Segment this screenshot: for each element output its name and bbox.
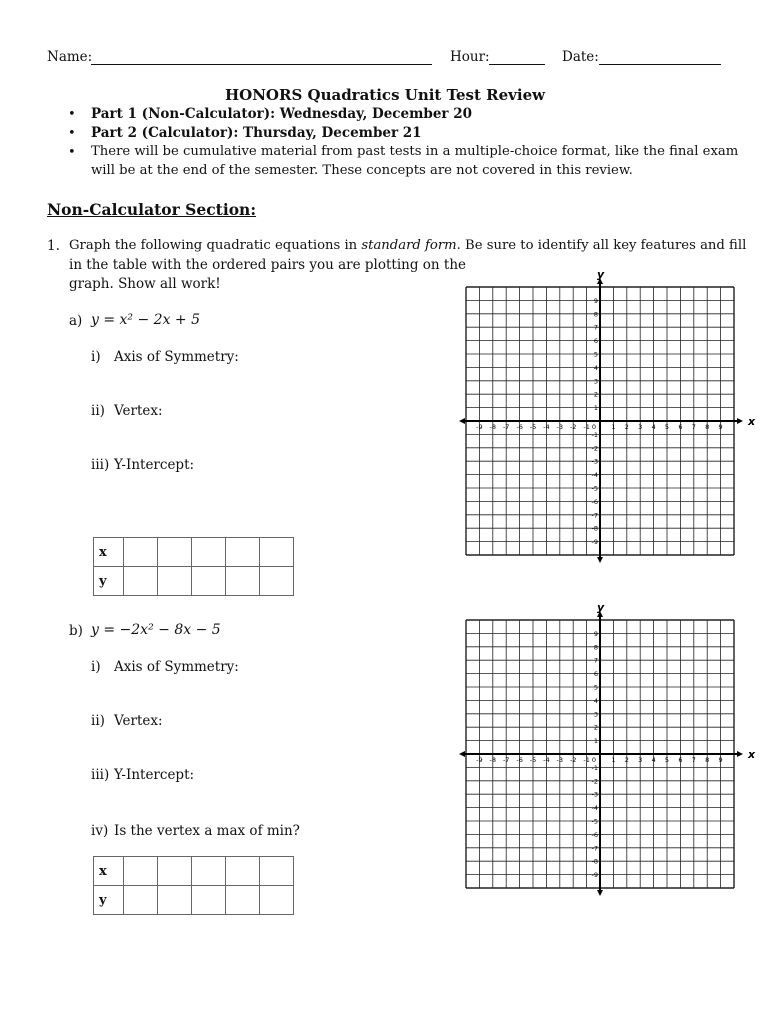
y-tick-label: -4 [591, 471, 598, 480]
part-a-coordinate-grid[interactable] [458, 268, 756, 556]
bullet-dot: • [68, 145, 76, 160]
y-tick-label: 7 [593, 323, 598, 332]
table-cell[interactable] [226, 857, 260, 886]
table-y-header: y [94, 886, 124, 915]
question-text: Graph the following quadratic equations in [69, 238, 358, 253]
table-y-header: y [94, 567, 124, 596]
x-tick-label: 5 [664, 423, 670, 431]
y-tick-label: -2 [591, 444, 598, 453]
x-tick-label: -2 [569, 756, 577, 764]
x-tick-label: -8 [489, 423, 497, 431]
x-tick-label: 6 [678, 756, 683, 764]
table-cell[interactable] [226, 538, 260, 567]
bullet-dot: • [68, 126, 76, 141]
question-emphasis: standard form [361, 238, 457, 253]
y-tick-label: 4 [593, 696, 598, 705]
x-axis-label: x [748, 748, 756, 761]
part-b-i-num: i) [91, 659, 101, 675]
x-tick-label: 3 [638, 423, 643, 431]
y-axis-arrow-down [597, 890, 603, 896]
table-cell[interactable] [260, 886, 294, 915]
table-cell[interactable] [226, 886, 260, 915]
x-tick-label: 4 [651, 756, 656, 764]
y-tick-label: -2 [591, 777, 598, 786]
y-tick-label: 5 [593, 683, 598, 692]
y-tick-label: -8 [591, 857, 598, 866]
bullet-dot: • [68, 107, 76, 122]
table-cell[interactable] [124, 538, 158, 567]
y-axis-arrow-down [597, 557, 603, 563]
part-b-axis-of-symmetry: Axis of Symmetry: [114, 659, 239, 675]
y-tick-label: -1 [591, 763, 598, 772]
x-tick-label: -3 [556, 423, 564, 431]
x-tick-label: -2 [569, 423, 577, 431]
x-tick-label: -1 [583, 756, 590, 764]
table-row [94, 857, 294, 886]
y-tick-label: 7 [593, 656, 598, 665]
table-cell[interactable] [158, 538, 192, 567]
table-row [94, 567, 294, 596]
table-cell[interactable] [158, 567, 192, 596]
y-tick-label: -1 [591, 430, 598, 439]
question-number: 1. [47, 238, 60, 254]
x-tick-label: -7 [502, 756, 510, 764]
x-tick-label: -8 [489, 756, 497, 764]
date-label: Date: [562, 49, 599, 65]
part-b-max-min: Is the vertex a max of min? [114, 823, 300, 839]
table-row [94, 886, 294, 915]
y-tick-label: 1 [593, 404, 598, 413]
x-tick-label: 2 [624, 756, 629, 764]
part-a-axis-of-symmetry: Axis of Symmetry: [114, 349, 239, 365]
part-b-ii-num: ii) [91, 713, 105, 729]
part-b-coordinate-grid[interactable] [458, 601, 756, 889]
table-cell[interactable] [124, 857, 158, 886]
x-tick-label: -6 [516, 423, 523, 431]
x-tick-label: -1 [583, 423, 590, 431]
page-title: HONORS Quadratics Unit Test Review [224, 86, 546, 104]
y-tick-label: 4 [593, 363, 598, 372]
x-tick-label: 3 [638, 756, 643, 764]
y-tick-label: 5 [593, 350, 598, 359]
bullet-part1: Part 1 (Non-Calculator): Wednesday, December 20 [91, 106, 473, 122]
bullet-part2: Part 2 (Calculator): Thursday, December 21 [91, 125, 422, 141]
x-tick-label: -5 [529, 423, 537, 431]
x-tick-label: -5 [529, 756, 537, 764]
part-b-table [93, 856, 294, 915]
hour-blank[interactable] [489, 64, 545, 65]
y-tick-label: 9 [593, 629, 598, 638]
y-tick-label: 6 [593, 337, 598, 346]
table-cell[interactable] [260, 857, 294, 886]
y-tick-label: -9 [591, 538, 598, 547]
x-tick-label: -4 [543, 423, 550, 431]
table-x-header: x [94, 538, 124, 567]
part-a-ii-num: ii) [91, 403, 105, 419]
table-cell[interactable] [124, 886, 158, 915]
part-b-equation: y = −2x² − 8x − 5 [91, 622, 221, 638]
table-cell[interactable] [226, 567, 260, 596]
y-tick-label: -6 [591, 830, 598, 839]
hour-label: Hour: [450, 49, 490, 65]
question-text: . Be sure to identify all key features and fill [456, 238, 747, 253]
table-x-header: x [94, 857, 124, 886]
table-row [94, 538, 294, 567]
name-label: Name: [47, 49, 93, 65]
x-tick-label: 1 [611, 756, 616, 764]
x-tick-label: -6 [516, 756, 523, 764]
part-a-y-intercept: Y-Intercept: [114, 457, 195, 473]
part-a-iii-num: iii) [91, 457, 110, 473]
question-line3: graph. Show all work! [69, 276, 221, 292]
x-tick-label: -9 [476, 756, 483, 764]
part-b-y-intercept: Y-Intercept: [114, 767, 195, 783]
table-cell[interactable] [158, 857, 192, 886]
y-tick-label: -8 [591, 524, 598, 533]
y-axis-label: y [597, 268, 605, 281]
y-tick-label: -7 [591, 844, 598, 853]
part-b-vertex: Vertex: [114, 713, 163, 729]
y-tick-label: 2 [593, 390, 598, 399]
x-axis-arrow-right [737, 751, 743, 757]
section-title: Non-Calculator Section: [47, 200, 257, 219]
y-tick-label: -9 [591, 871, 598, 880]
x-tick-label: 8 [705, 756, 710, 764]
part-a-i-num: i) [91, 349, 101, 365]
y-tick-label: -5 [591, 817, 598, 826]
y-tick-label: 9 [593, 296, 598, 305]
bullet-cumulative-line1: There will be cumulative material from past tests in a multiple-choice format, like the final exam [91, 144, 739, 159]
table-cell[interactable] [192, 886, 226, 915]
x-tick-label: -3 [556, 756, 564, 764]
table-cell[interactable] [192, 567, 226, 596]
y-tick-label: 6 [593, 670, 598, 679]
x-axis-arrow-left [459, 418, 465, 424]
name-blank[interactable] [91, 64, 432, 65]
table-cell[interactable] [158, 886, 192, 915]
x-tick-label: 9 [718, 423, 723, 431]
y-tick-label: -4 [591, 804, 598, 813]
y-tick-label: 3 [593, 710, 598, 719]
part-a-table [93, 537, 294, 596]
y-tick-label: -3 [591, 457, 598, 466]
x-tick-label: 4 [651, 423, 656, 431]
y-tick-label: -3 [591, 790, 598, 799]
y-tick-label: 1 [593, 737, 598, 746]
part-a-label: a) [69, 313, 83, 329]
x-tick-label: -9 [476, 423, 483, 431]
x-tick-label: -4 [543, 756, 550, 764]
y-tick-label: -5 [591, 484, 598, 493]
part-a-equation: y = x² − 2x + 5 [91, 312, 201, 328]
table-cell[interactable] [260, 538, 294, 567]
part-b-iv-num: iv) [91, 823, 109, 839]
table-cell[interactable] [260, 567, 294, 596]
y-axis-label: y [597, 601, 605, 614]
part-b-label: b) [69, 623, 83, 639]
y-tick-label: 8 [593, 310, 598, 319]
x-tick-label: 2 [624, 423, 629, 431]
x-tick-label: 1 [611, 423, 616, 431]
y-tick-label: -6 [591, 497, 598, 506]
x-tick-label: 5 [664, 756, 670, 764]
x-axis-arrow-right [737, 418, 743, 424]
question-line1 [69, 238, 746, 253]
date-blank[interactable] [599, 64, 721, 65]
y-tick-label: -7 [591, 511, 598, 520]
y-tick-label: 3 [593, 377, 598, 386]
bullet-cumulative-line2: will be at the end of the semester. These concepts are not covered in this review. [91, 163, 633, 178]
x-tick-label: 9 [718, 756, 723, 764]
x-axis-label: x [748, 415, 756, 428]
part-b-iii-num: iii) [91, 767, 110, 783]
x-tick-label: 6 [678, 423, 683, 431]
table-cell[interactable] [192, 538, 226, 567]
table-cell[interactable] [124, 567, 158, 596]
x-tick-label: 8 [705, 423, 710, 431]
table-cell[interactable] [192, 857, 226, 886]
x-axis-arrow-left [459, 751, 465, 757]
x-tick-label: 0 [591, 423, 597, 431]
x-tick-label: -7 [502, 423, 510, 431]
y-tick-label: 2 [593, 723, 598, 732]
part-a-vertex: Vertex: [114, 403, 163, 419]
x-tick-label: 0 [591, 756, 597, 764]
question-line2: in the table with the ordered pairs you are plotting on the [69, 257, 466, 273]
x-tick-label: 7 [691, 756, 696, 764]
y-tick-label: 8 [593, 643, 598, 652]
x-tick-label: 7 [691, 423, 696, 431]
